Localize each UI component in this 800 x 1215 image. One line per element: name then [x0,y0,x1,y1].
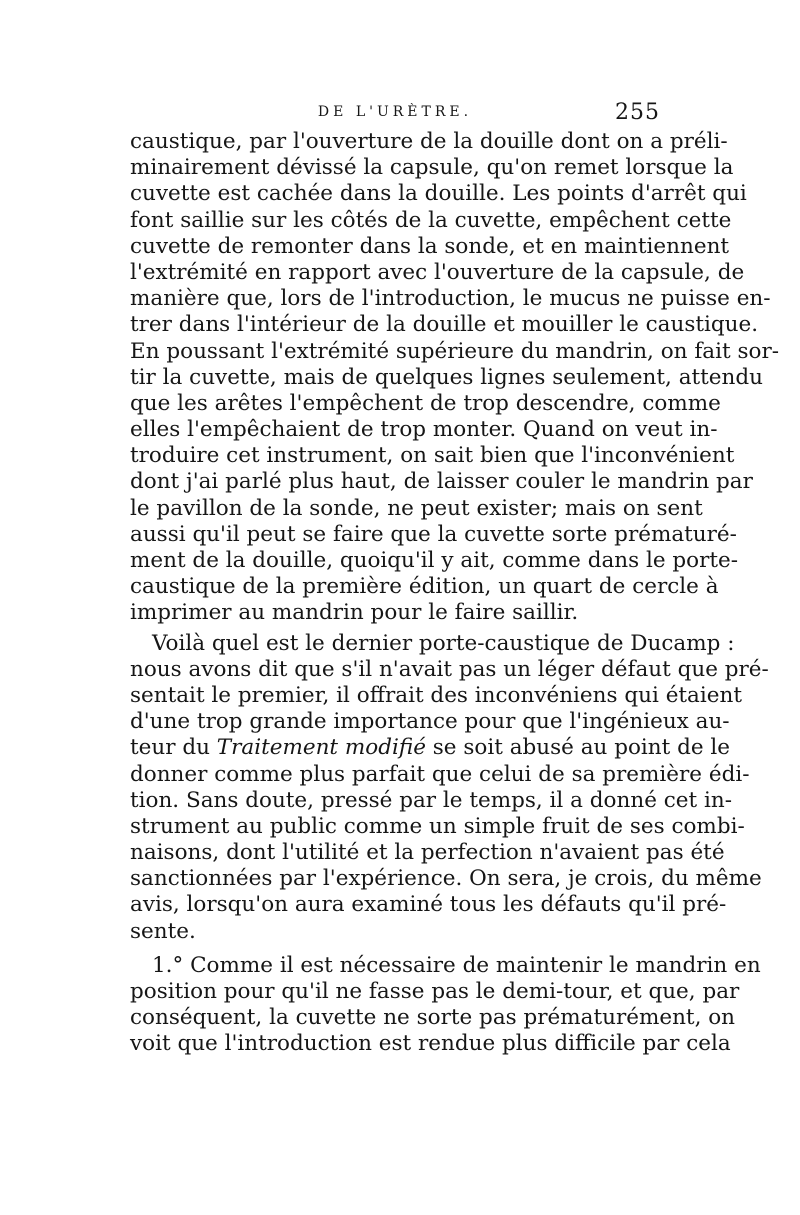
text-line: En poussant l'extrémité supérieure du mandrin, on fait sor- [130,338,779,364]
text-line: que les arêtes l'empêchent de trop descendre, comme [130,390,721,416]
body-text [130,129,779,1058]
running-title: DE L'URÈTRE. [317,104,473,120]
text-line: cuvette est cachée dans la douille. Les points d'arrêt qui [130,181,747,207]
text-line: 1.° Comme il est nécessaire de maintenir le mandrin en [152,952,761,978]
text-line: caustique, par l'ouverture de la douille dont on a préli- [130,129,728,154]
text-line: d'une trop grande importance pour que l'ingénieux au- [130,709,730,735]
book-title-italic: Traitement modifié [216,735,426,761]
text-line: sanctionnées par l'expérience. On sera, je crois, du même [130,866,762,892]
text-line: imprimer au mandrin pour le faire saillir. [130,600,579,626]
running-header [130,100,660,126]
text-line: voit que l'introduction est rendue plus difficile par cela [130,1031,731,1057]
text-line: tion. Sans doute, pressé par le temps, il a donné cet in- [130,787,732,813]
paragraph-1 [130,129,779,627]
text-line: trer dans l'intérieur de la douille et mouiller le caustique. [130,312,759,338]
text-line: donner comme plus parfait que celui de sa première édi- [130,761,750,787]
page-number: 255 [615,100,660,125]
text-line: elles l'empêchaient de trop monter. Quand on veut in- [130,417,718,443]
text-line: position pour qu'il ne fasse pas le demi-tour, et que, par [130,979,740,1004]
text-line: dont j'ai parlé plus haut, de laisser couler le mandrin par [130,469,753,495]
text-line [130,735,731,761]
text-line: tir la cuvette, mais de quelques lignes seulement, attendu [130,364,763,390]
text-line: le pavillon de la sonde, ne peut exister; mais on sent [130,495,703,521]
text-line: minairement dévissé la capsule, qu'on remet lorsque la [130,155,734,181]
text-line: ment de la douille, quoiqu'il y ait, comme dans le porte- [130,548,739,573]
text-line: sentait le premier, il offrait des inconvéniens qui étaient [130,682,742,708]
text-line: cuvette de remonter dans la sonde, et en maintiennent [130,233,730,259]
text-line: strument au public comme un simple fruit de ses combi- [130,813,745,839]
text-line: l'extrémité en rapport avec l'ouverture de la capsule, de [130,259,745,285]
text-segment: teur du [130,735,217,761]
text-line: sente. [130,918,196,944]
paragraph-2 [130,630,769,945]
text-line: Voilà quel est le dernier porte-caustique de Ducamp : [152,630,735,656]
text-line: conséquent, la cuvette ne sorte pas prématurément, on [130,1005,736,1031]
text-line: nous avons dit que s'il n'avait pas un léger défaut que pré- [130,656,769,682]
text-line: aussi qu'il peut se faire que la cuvette sorte prématuré- [130,521,737,547]
text-line: font saillie sur les côtés de la cuvette, empêchent cette [130,207,732,233]
text-line: troduire cet instrument, on sait bien que l'inconvénient [130,443,735,469]
text-line: caustique de la première édition, un quart de cercle à [130,574,719,600]
text-line: naisons, dont l'utilité et la perfection n'avaient pas été [130,840,725,866]
paragraph-3 [130,952,761,1058]
text-segment: se soit abusé au point de le [425,735,731,761]
text-line: manière que, lors de l'introduction, le mucus ne puisse en- [130,286,771,312]
text-line: avis, lorsqu'on aura examiné tous les défauts qu'il pré- [130,892,727,918]
